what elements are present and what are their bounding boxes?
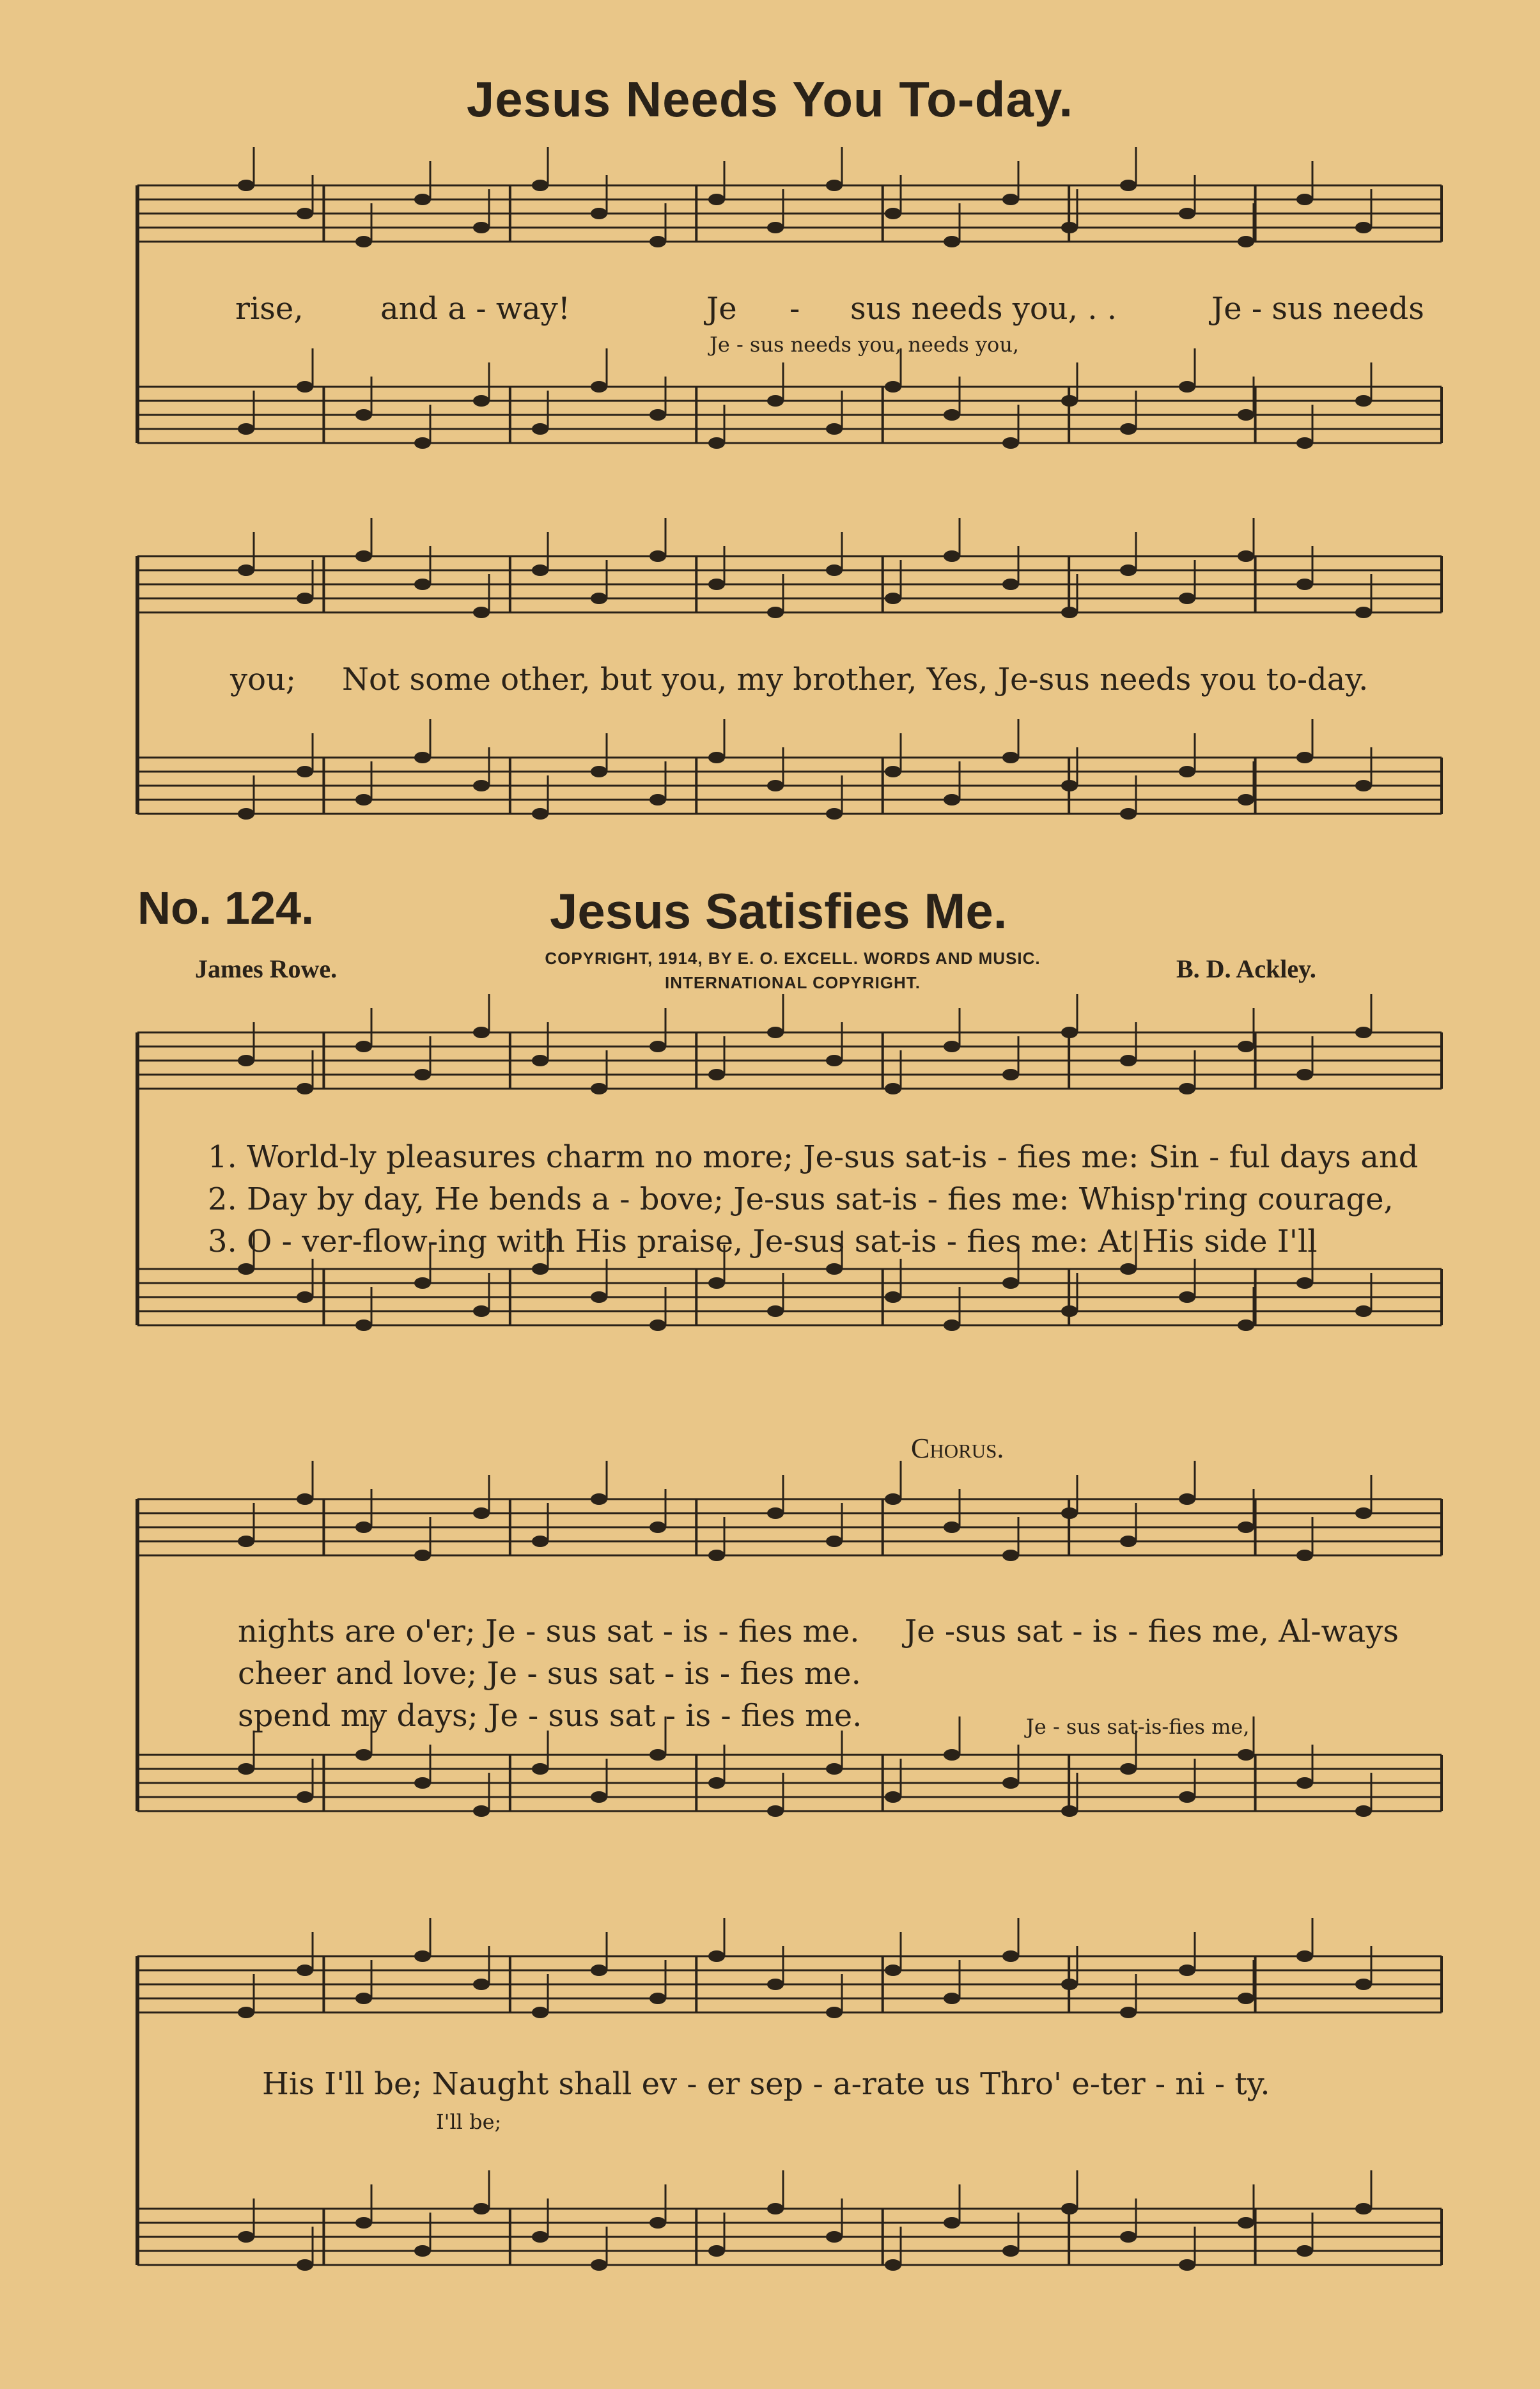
note-head [885,1791,901,1803]
note-head [355,1993,372,2004]
note-head [238,1536,254,1547]
note-head [238,2231,254,2243]
note-head [238,564,254,576]
note-head [944,236,960,247]
note-head [885,381,901,393]
note-head [473,1507,490,1519]
note-head [414,1950,431,1962]
note-head [1002,1277,1019,1289]
note-head [1296,1277,1313,1289]
note-head [708,1550,725,1561]
note-head [1296,1777,1313,1789]
note-head [238,1055,254,1066]
note-head [1355,1507,1372,1519]
note-head [1002,1069,1019,1080]
note-head [591,1965,607,1976]
note-head [591,381,607,393]
note-head [1002,1550,1019,1561]
note-head [1296,437,1313,449]
note-head [1120,180,1137,191]
lyric-line: you; [230,662,297,697]
note-head [414,1069,431,1080]
note-head [1179,1965,1195,1976]
note-head [885,2259,901,2271]
alto-lyric: Je - sus needs you, needs you, [710,332,1020,357]
note-head [944,794,960,805]
note-head [649,1041,666,1052]
note-head [238,180,254,191]
note-head [1355,395,1372,407]
lyric-line: Je - sus needs [1211,291,1424,327]
note-head [1296,1069,1313,1080]
copyright: COPYRIGHT, 1914, BY E. O. EXCELL. WORDS AND MUSIC. [545,949,1041,968]
note-head [1355,1027,1372,1038]
lyric-line: rise, [235,291,304,327]
note-head [473,1805,490,1817]
note-head [1120,1263,1137,1275]
note-head [885,208,901,219]
note-head [1120,808,1137,820]
chorus-echo: I'll be; [436,2110,502,2134]
note-head [591,1291,607,1303]
note-head [532,2007,548,2018]
note-head [1061,607,1078,618]
note-head [1179,766,1195,777]
note-head [1355,607,1372,618]
note-head [944,1993,960,2004]
note-head [591,2259,607,2271]
note-head [355,409,372,421]
note-head [1179,1493,1195,1505]
note-head [826,2007,843,2018]
lyric-line: - [789,291,800,327]
note-head [1238,1521,1254,1533]
note-head [297,1791,313,1803]
note-head [414,1550,431,1561]
note-head [767,1305,784,1317]
note-head [532,423,548,435]
note-head [1179,1791,1195,1803]
note-head [1120,1536,1137,1547]
note-head [355,550,372,562]
note-head [238,808,254,820]
note-head [1061,1507,1078,1519]
note-head [708,1950,725,1962]
note-head [708,1277,725,1289]
note-head [473,780,490,791]
note-head [649,409,666,421]
note-head [297,1083,313,1094]
note-head [1179,208,1195,219]
note-head [826,1263,843,1275]
note-head [591,1493,607,1505]
hymn-title: Jesus Satisfies Me. [550,883,1007,939]
note-head [826,1763,843,1775]
verse-ending: spend my days; Je - sus sat - is - fies me. [238,1698,862,1734]
note-head [238,423,254,435]
note-head [473,222,490,233]
hymn-number: No. 124. [137,883,315,934]
note-head [944,1749,960,1761]
note-head [767,395,784,407]
note-head [1238,2217,1254,2229]
note-head [1296,579,1313,590]
verse-1: 1. World-ly pleasures charm no more; Je-sus sat-is - fies me: Sin - ful days and [208,1139,1419,1175]
note-head [1238,409,1254,421]
note-head [1355,1805,1372,1817]
note-head [708,1777,725,1789]
note-head [1238,1319,1254,1331]
note-head [1002,752,1019,763]
note-head [708,2245,725,2257]
note-head [1238,1993,1254,2004]
note-head [297,2259,313,2271]
note-head [885,766,901,777]
note-head [826,1055,843,1066]
note-head [649,550,666,562]
note-head [767,1027,784,1038]
note-head [297,593,313,604]
note-head [414,1277,431,1289]
note-head [1238,794,1254,805]
note-head [473,1027,490,1038]
verse-ending: nights are o'er; Je - sus sat - is - fies me. [238,1614,860,1649]
note-head [826,808,843,820]
note-head [885,593,901,604]
note-head [297,766,313,777]
note-head [414,1777,431,1789]
note-head [591,1791,607,1803]
note-head [297,381,313,393]
lyric-line: Not some other, but you, my brother, Yes, Je-sus needs you to-day. [342,662,1369,697]
note-head [826,180,843,191]
note-head [1238,236,1254,247]
note-head [532,1536,548,1547]
composer: B. D. Ackley. [1176,954,1316,983]
note-head [473,607,490,618]
note-head [414,2245,431,2257]
note-head [944,2217,960,2229]
note-head [297,208,313,219]
note-head [1296,752,1313,763]
note-head [1120,2007,1137,2018]
note-head [767,1507,784,1519]
note-head [591,766,607,777]
verse-ending: cheer and love; Je - sus sat - is - fies me. [238,1656,861,1692]
note-head [1296,1550,1313,1561]
note-head [355,236,372,247]
note-head [708,579,725,590]
note-head [355,1041,372,1052]
note-head [591,1083,607,1094]
note-head [1120,1055,1137,1066]
note-head [1120,564,1137,576]
chorus-label: Chorus. [911,1433,1004,1464]
note-head [708,194,725,205]
note-head [767,607,784,618]
chorus-echo: Je - sus sat-is-fies me, [1026,1715,1250,1739]
note-head [885,1965,901,1976]
note-head [1061,780,1078,791]
note-head [944,1521,960,1533]
note-head [1120,2231,1137,2243]
note-head [1061,222,1078,233]
note-head [1002,1777,1019,1789]
note-head [649,1319,666,1331]
note-head [1355,1305,1372,1317]
note-head [1061,1305,1078,1317]
note-head [297,1291,313,1303]
note-head [532,180,548,191]
note-head [944,550,960,562]
note-head [767,1805,784,1817]
note-head [1061,1979,1078,1990]
note-head [1002,579,1019,590]
note-head [1238,1749,1254,1761]
note-head [885,1291,901,1303]
note-head [767,2203,784,2214]
verse-3: 3. O - ver-flow-ing with His praise, Je-sus sat-is - fies me: At His side I'll [208,1224,1318,1259]
note-head [532,1763,548,1775]
note-head [1061,1027,1078,1038]
note-head [355,1319,372,1331]
note-head [708,752,725,763]
note-head [1120,423,1137,435]
note-head [414,194,431,205]
note-head [355,794,372,805]
note-head [826,1536,843,1547]
note-head [1179,1083,1195,1094]
note-head [1002,1950,1019,1962]
note-head [649,2217,666,2229]
note-head [414,752,431,763]
note-head [1002,194,1019,205]
note-head [649,1521,666,1533]
note-head [826,2231,843,2243]
note-head [591,593,607,604]
note-head [1355,222,1372,233]
note-head [708,437,725,449]
note-head [1296,2245,1313,2257]
chorus-line: Je -sus sat - is - fies me, Al-ways [905,1614,1399,1649]
note-head [238,1263,254,1275]
note-head [1355,1979,1372,1990]
note-head [414,579,431,590]
note-head [473,2203,490,2214]
note-head [826,423,843,435]
note-head [238,1763,254,1775]
note-head [1002,437,1019,449]
note-head [1179,1291,1195,1303]
note-head [532,564,548,576]
note-head [297,1493,313,1505]
note-head [649,794,666,805]
note-head [414,437,431,449]
note-head [532,2231,548,2243]
note-head [591,208,607,219]
note-head [1061,2203,1078,2214]
note-head [649,1749,666,1761]
note-head [1179,2259,1195,2271]
note-head [944,1319,960,1331]
note-head [1179,593,1195,604]
lyric-line: Je [706,291,737,327]
chorus-line: His I'll be; Naught shall ev - er sep - a-rate us Thro' e-ter - ni - ty. [262,2066,1270,2102]
note-head [767,1979,784,1990]
lyric-line: sus needs you, . . [850,291,1117,327]
note-head [1238,1041,1254,1052]
note-head [944,409,960,421]
note-head [355,1749,372,1761]
note-head [826,564,843,576]
verse-2: 2. Day by day, He bends a - bove; Je-sus sat-is - fies me: Whisp'ring courage, [208,1181,1394,1217]
note-head [1355,780,1372,791]
note-head [297,1965,313,1976]
note-head [1002,2245,1019,2257]
note-head [355,2217,372,2229]
note-head [473,1979,490,1990]
note-head [532,808,548,820]
note-head [1296,194,1313,205]
note-head [1238,550,1254,562]
note-head [1296,1950,1313,1962]
note-head [532,1263,548,1275]
note-head [355,1521,372,1533]
note-head [1179,381,1195,393]
note-head [1120,1763,1137,1775]
lyric-line: and a - way! [380,291,570,327]
author: James Rowe. [195,954,338,983]
note-head [238,2007,254,2018]
note-head [1061,395,1078,407]
note-head [767,222,784,233]
copyright: INTERNATIONAL COPYRIGHT. [664,973,921,992]
note-head [649,236,666,247]
note-head [473,395,490,407]
note-head [944,1041,960,1052]
note-head [885,1083,901,1094]
hymn-title: Jesus Needs You To-day. [466,71,1074,127]
note-head [649,1993,666,2004]
note-head [885,1493,901,1505]
note-head [767,780,784,791]
note-head [708,1069,725,1080]
note-head [473,1305,490,1317]
note-head [532,1055,548,1066]
note-head [1061,1805,1078,1817]
note-head [1355,2203,1372,2214]
